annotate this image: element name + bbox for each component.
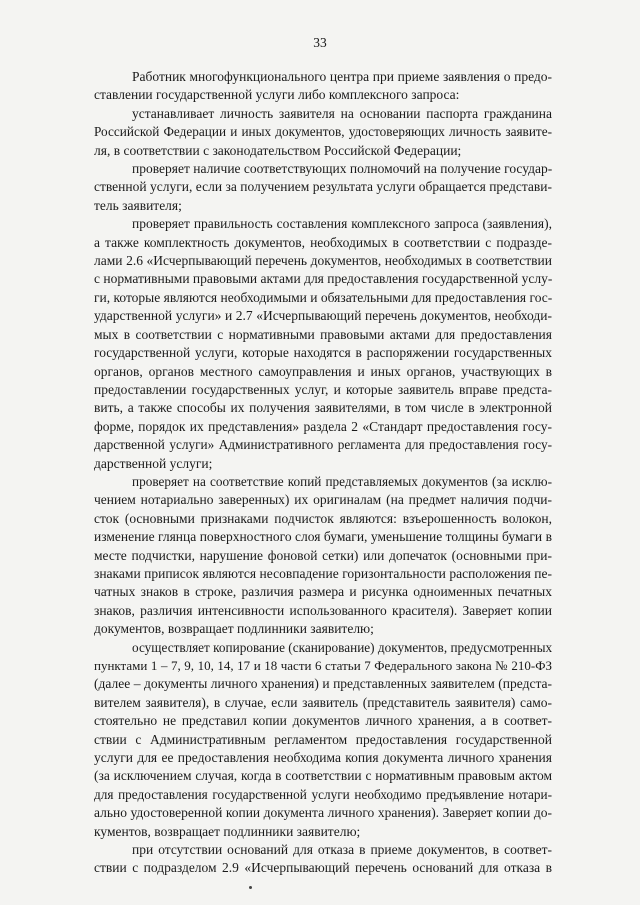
text-line: (за исключением случая, когда в соответствии с нормативным правовым актом (94, 768, 552, 784)
text-line: для предоставления государственной услуги необходимо предъявление нотари- (94, 786, 552, 802)
text-line: ударственной услуги» и 2.7 «Исчерпывающий перечень документов, необходи- (94, 308, 552, 324)
text-line: ально удостоверенной копии документа личного хранения). Заверяет копии до- (94, 805, 552, 821)
text-line: предоставлении государственных услуг, и которые заявитель вправе предста- (94, 381, 552, 397)
text-line: органов, органов местного самоуправления и иных органов, участвующих в (94, 363, 552, 379)
text-line: осуществляет копирование (сканирование) документов, предусмотренных (132, 639, 553, 655)
text-line: ственной услуги, если за получением результата услуги обращается представи- (94, 179, 552, 195)
text-line: устанавливает личность заявителя на основании паспорта гражданина (132, 105, 552, 121)
text-line: а также комплектность документов, необходимых в соответствии с подразде- (94, 234, 552, 250)
text-line: знаками приписок являются несовпадение горизонтальности расположения пе- (94, 565, 552, 581)
text-line: месте подчистки, нарушение фоновой сетки) или допечаток (основными при- (94, 547, 552, 563)
document-body (94, 68, 552, 878)
text-line: мых в соответствии с нормативными правовыми актами для предоставления (94, 326, 552, 342)
text-line: вить, а также способы их получения заявителями, в том числе в электронной (94, 400, 552, 416)
text-line: с нормативными правовыми актами для предоставления государственной услу- (94, 271, 553, 287)
text-line: кументов, возвращает подлинники заявителю; (94, 823, 361, 839)
text-line: документов, возвращает подлинники заявителю; (94, 621, 374, 637)
text-line: форме, порядок их представления» раздела 2 «Стандарт предоставления госу- (94, 418, 552, 434)
text-line: лами 2.6 «Исчерпывающий перечень документов, необходимых в соответствии (94, 253, 552, 269)
text-line: тель заявителя; (94, 197, 182, 213)
text-line: вителем заявителя), в случае, если заявитель (представитель заявителя) само- (94, 694, 552, 710)
text-line: пунктами 1 – 7, 9, 10, 14, 17 и 18 части 6 статьи 7 Федерального закона № 210-ФЗ (94, 658, 552, 673)
text-line: сток (основными признаками подчисток являются: взъерошенность волокон, (94, 510, 552, 526)
text-line: проверяет правильность составления комплексного запроса (заявления), (132, 216, 552, 232)
text-line: Российской Федерации и иных документов, удостоверяющих личность заявите- (94, 124, 552, 140)
text-line: при отсутствии оснований для отказа в приеме документов, в соответ- (132, 842, 552, 858)
text-line: дарственной услуги; (94, 455, 213, 471)
text-line: изменение глянца поверхностного слоя бумаги, уменьшение толщины бумаги в (94, 529, 552, 545)
page-number: 33 (313, 35, 327, 50)
text-line: ги, которые являются необходимыми и обязательными для предоставления гос- (94, 289, 553, 305)
text-line: чатных знаков в строке, различия размера и рисунка одноименных печатных (94, 584, 552, 600)
text-line: знаков, различия интенсивности использованного красителя). Заверяет копии (94, 602, 552, 618)
text-line: Работник многофункционального центра при приеме заявления о предо- (132, 69, 552, 84)
text-line: проверяет на соответствие копий представляемых документов (за исклю- (132, 473, 552, 489)
text-line: ствии с Административным регламентом предоставления государственной (94, 731, 552, 747)
text-line: чением нотариально заверенных) их оригиналам (на предмет наличия подчи- (94, 492, 552, 508)
text-line: проверяет наличие соответствующих полномочий на получение государ- (132, 161, 553, 177)
text-line: услуги для ее предоставления необходима копия документа личного хранения (94, 750, 552, 766)
text-line: дарственной услуги» Административного регламента для предоставления госу- (94, 437, 552, 453)
text-line: ля, в соответствии с законодательством Российской Федерации; (94, 142, 462, 158)
text-line: (далее – документы личного хранения) и представленных заявителем (предста- (94, 676, 552, 692)
text-line: ставлении государственной услуги либо комплексного запроса: (94, 87, 460, 103)
scan-speck (249, 886, 252, 889)
text-line: государственной услуги, которые находятся в распоряжении государственных (94, 345, 552, 361)
text-line: стоятельно не представил копии документов личного хранения, а в соответ- (94, 713, 552, 729)
text-line: ствии с подразделом 2.9 «Исчерпывающий перечень оснований для отказа в (94, 860, 552, 876)
